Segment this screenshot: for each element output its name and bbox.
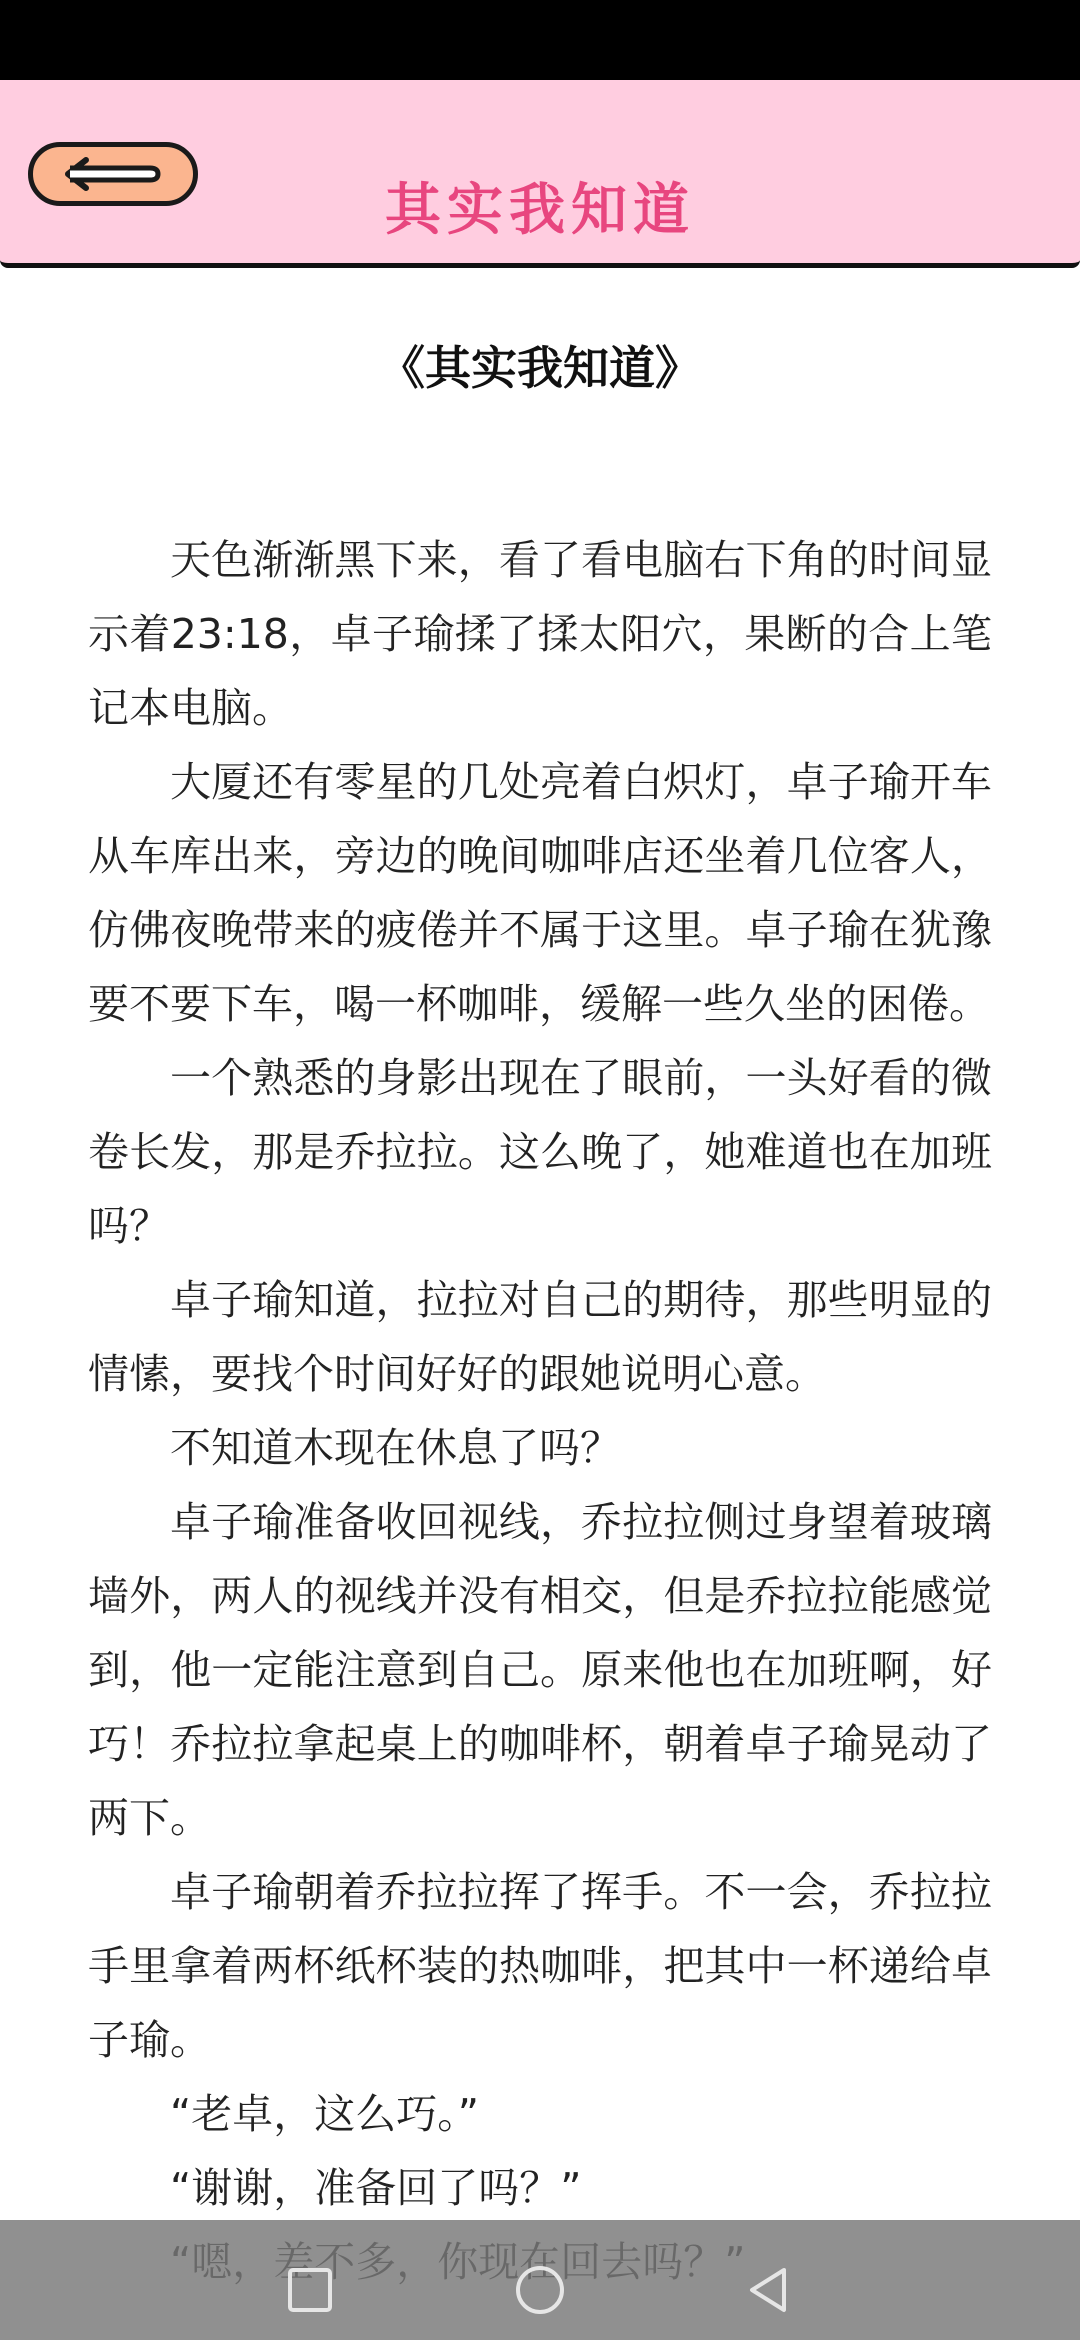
article-title: 《其实我知道》 (379, 341, 701, 395)
home-button[interactable] (510, 2260, 570, 2320)
paragraph: 不知道木现在休息了吗？ (170, 1424, 621, 1472)
header-bar (0, 80, 1080, 268)
paragraph: 天色渐渐黑下来，看了看电脑右下角的时间显示着23:18，卓子瑜揉了揉太阳穴，果断的合上笔记本电脑。 (88, 536, 992, 732)
paragraph: 一个熟悉的身影出现在了眼前，一头好看的微卷长发，那是乔拉拉。这么晚了，她难道也在加班吗？ (88, 1054, 992, 1250)
paragraph: 大厦还有零星的几处亮着白炽灯，卓子瑜开车从车库出来，旁边的晚间咖啡店还坐着几位客人，仿佛夜晚带来的疲倦并不属于这里。卓子瑜在犹豫要不要下车，喝一杯咖啡，缓解一些久坐的困倦。 (88, 758, 992, 1028)
paragraph: “老卓，这么巧。” (170, 2090, 479, 2138)
status-bar (0, 0, 1080, 80)
triangle-back-icon (738, 2305, 798, 2324)
paragraph: “谢谢，准备回了吗？” (170, 2164, 582, 2212)
circle-home-icon (510, 2305, 570, 2324)
nav-back-button[interactable] (738, 2260, 798, 2320)
recent-apps-button[interactable] (280, 2260, 340, 2320)
paragraph: 卓子瑜准备收回视线，乔拉拉侧过身望着玻璃墙外，两人的视线并没有相交，但是乔拉拉能感觉到，他一定能注意到自己。原来他也在加班啊，好巧！乔拉拉拿起桌上的咖啡杯，朝着卓子瑜晃动了两下。 (88, 1498, 992, 1842)
paragraph: 卓子瑜朝着乔拉拉挥了挥手。不一会，乔拉拉手里拿着两杯纸杯装的热咖啡，把其中一杯递给卓子瑜。 (88, 1868, 992, 2064)
article-body (88, 523, 992, 2299)
page-title: 其实我知道 (385, 178, 695, 243)
system-navigation-bar (0, 2220, 1080, 2340)
paragraph: 卓子瑜知道，拉拉对自己的期待，那些明显的情愫，要找个时间好好的跟她说明心意。 (88, 1276, 992, 1398)
square-recent-apps-icon (280, 2305, 340, 2324)
